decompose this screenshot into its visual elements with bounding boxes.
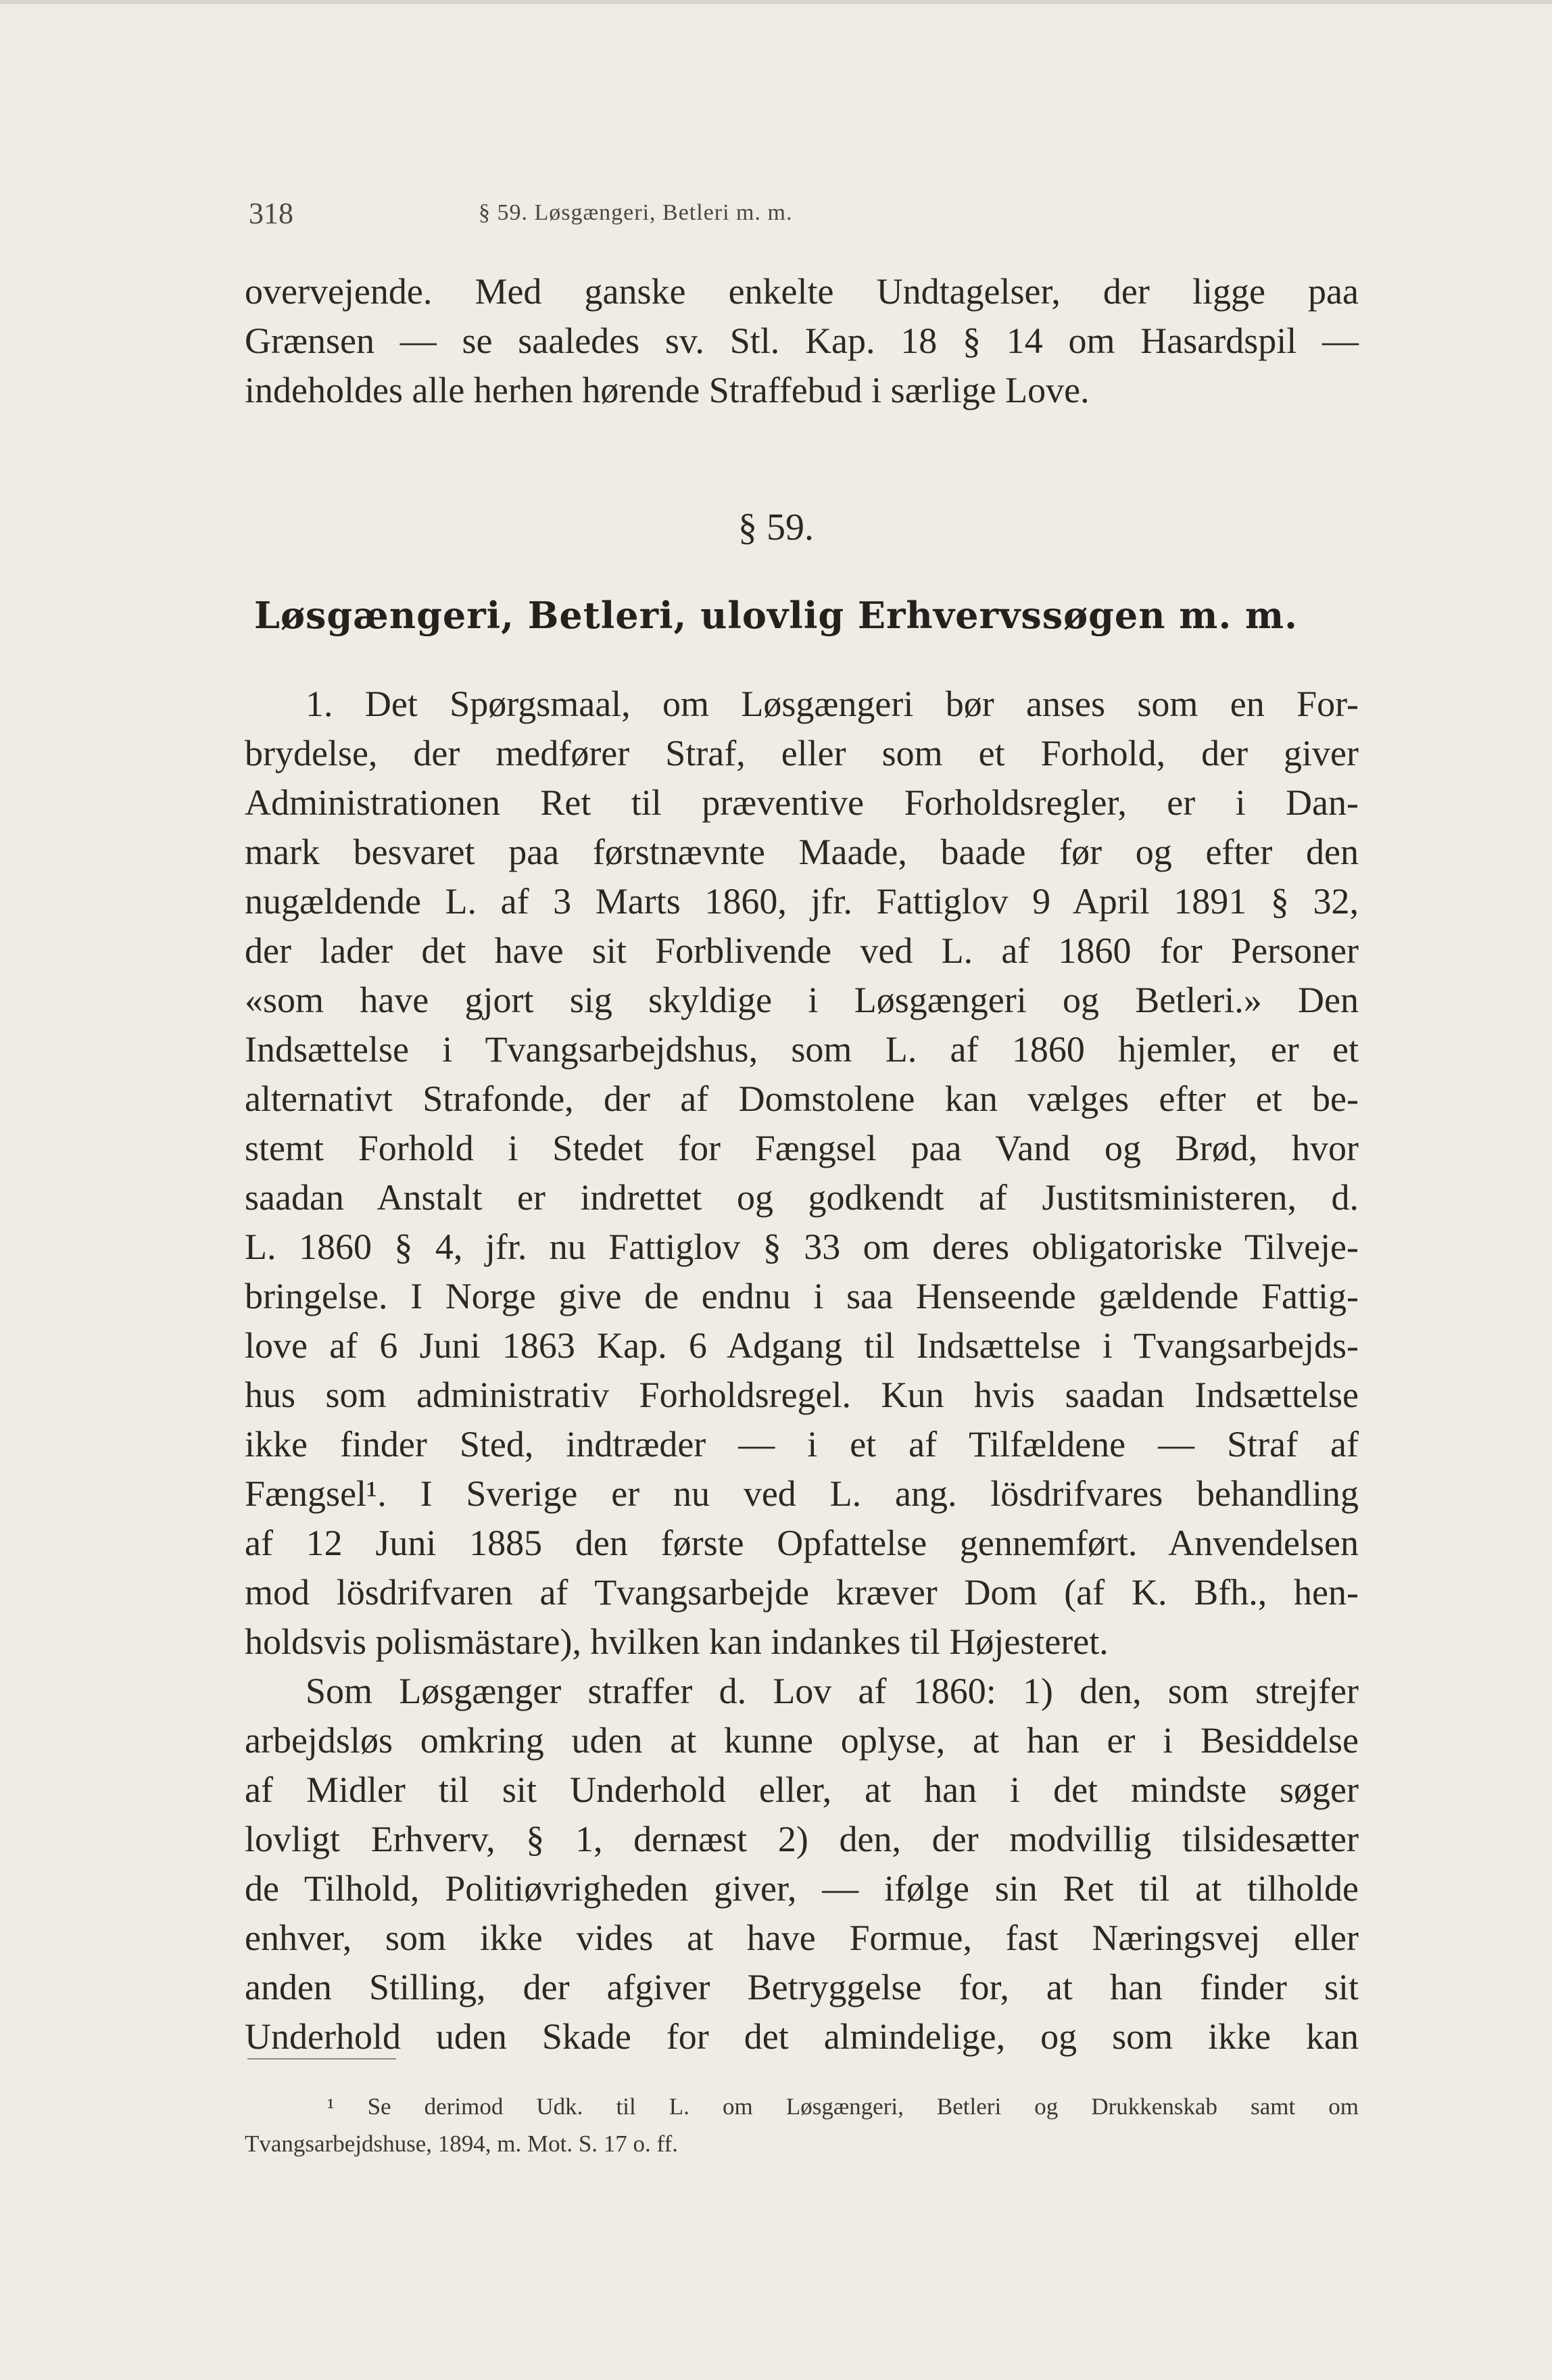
text-line: L. 1860 § 4, jfr. nu Fattiglov § 33 om deres obligatoriske Tilveje- [245, 1227, 1359, 1267]
section-heading: Løsgængeri, Betleri, ulovlig Erhvervssøgen m. m. [254, 594, 1298, 637]
text-line: Indsættelse i Tvangsarbejdshus, som L. af 1860 hjemler, er et [245, 1029, 1359, 1070]
text-line: 1. Det Spørgsmaal, om Løsgængeri bør anses som en For- [306, 684, 1359, 724]
text-line: mod lösdrifvaren af Tvangsarbejde kræver Dom (af K. Bfh., hen- [245, 1572, 1359, 1613]
intro-paragraph [245, 267, 1359, 415]
page-top-edge [0, 0, 1552, 4]
text-line: nugældende L. af 3 Marts 1860, jfr. Fattiglov 9 April 1891 § 32, [245, 881, 1359, 922]
text-line: enhver, som ikke vides at have Formue, fast Næringsvej eller [245, 1918, 1359, 1958]
text-line: de Tilhold, Politiøvrigheden giver, — ifølge sin Ret til at tilholde [245, 1868, 1359, 1909]
section-number: § 59. [738, 506, 814, 548]
footnote-line: ¹ Se derimod Udk. til L. om Løsgængeri, Betleri og Drukkenskab samt om [327, 2093, 1359, 2120]
text-line: arbejdsløs omkring uden at kunne oplyse, at han er i Besiddelse [245, 1720, 1359, 1761]
text-line: brydelse, der medfører Straf, eller som et Forhold, der giver [245, 733, 1359, 774]
text-line: love af 6 Juni 1863 Kap. 6 Adgang til Indsættelse i Tvangsarbejds- [245, 1325, 1359, 1366]
text-line: holdsvis polismästare), hvilken kan indankes til Højesteret. [245, 1621, 1109, 1662]
footnote [245, 2088, 1359, 2162]
text-line: der lader det have sit Forblivende ved L. af 1860 for Personer [245, 930, 1359, 971]
text-line: lovligt Erhverv, § 1, dernæst 2) den, der modvillig tilsidesætter [245, 1819, 1359, 1859]
page-number: 318 [249, 197, 293, 230]
text-line: stemt Forhold i Stedet for Fængsel paa Vand og Brød, hvor [245, 1128, 1359, 1168]
text-line: af Midler til sit Underhold eller, at han i det mindste søger [245, 1769, 1359, 1810]
text-line: alternativt Strafonde, der af Domstolene kan vælges efter et be- [245, 1078, 1359, 1119]
text-line: «som have gjort sig skyldige i Løsgængeri og Betleri.» Den [245, 980, 1359, 1020]
text-line: bringelse. I Norge give de endnu i saa Henseende gældende Fattig- [245, 1276, 1359, 1316]
text-line: af 12 Juni 1885 den første Opfattelse gennemført. Anvendelsen [245, 1523, 1359, 1563]
text-line: anden Stilling, der afgiver Betryggelse for, at han finder sit [245, 1967, 1359, 2007]
footnote-line: Tvangsarbejdshuse, 1894, m. Mot. S. 17 o. ff. [245, 2131, 678, 2157]
text-line: ikke finder Sted, indtræder — i et af Tilfældene — Straf af [245, 1424, 1359, 1465]
text-line: Som Løsgænger straffer d. Lov af 1860: 1) den, som strejfer [306, 1671, 1359, 1711]
text-line: Administrationen Ret til præventive Forholdsregler, er i Dan- [245, 782, 1359, 823]
text-line: Grænsen — se saaledes sv. Stl. Kap. 18 § 14 om Hasardspil — [245, 320, 1359, 361]
text-line: mark besvaret paa førstnævnte Maade, baade før og efter den [245, 832, 1359, 872]
text-line: indeholdes alle herhen hørende Straffebud i særlige Love. [245, 370, 1090, 410]
text-line: hus som administrativ Forholdsregel. Kun hvis saadan Indsættelse [245, 1375, 1359, 1415]
main-text [245, 680, 1359, 2062]
text-line: overvejende. Med ganske enkelte Undtagelser, der ligge paa [245, 271, 1359, 312]
footnote-divider [247, 2058, 396, 2060]
running-title: § 59. Løsgængeri, Betleri m. m. [479, 200, 793, 225]
text-line: saadan Anstalt er indrettet og godkendt af Justitsministeren, d. [245, 1177, 1359, 1218]
text-line: Underhold uden Skade for det almindelige, og som ikke kan [245, 2016, 1359, 2057]
text-line: Fængsel¹. I Sverige er nu ved L. ang. lösdrifvares behandling [245, 1473, 1359, 1514]
running-head [249, 196, 1357, 237]
